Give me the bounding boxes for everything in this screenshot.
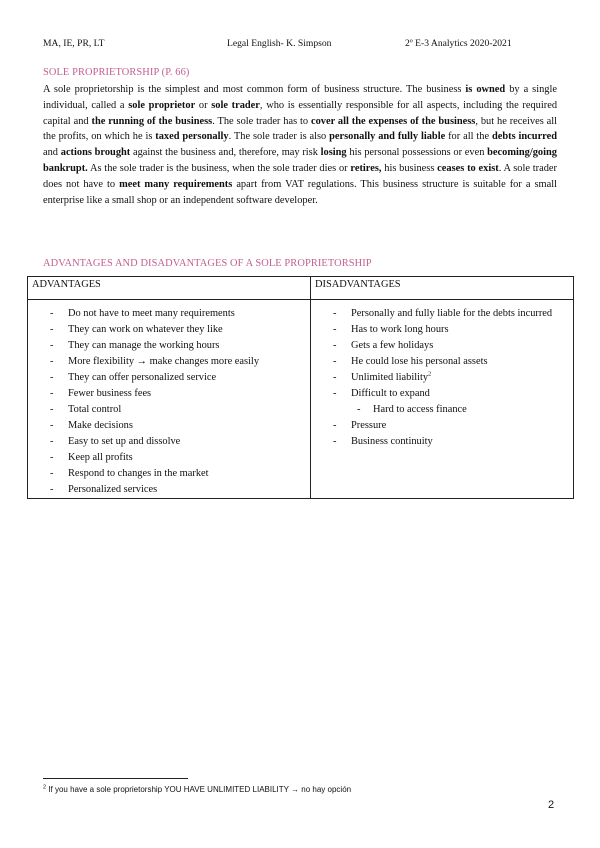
footnote-text: If you have a sole proprietorship YOU HAVE UNLIMITED LIABILITY → no hay opción bbox=[46, 785, 352, 794]
advantage-item: - More flexibility → make changes more easily bbox=[34, 354, 304, 370]
disadvantages-header: DISADVANTAGES bbox=[311, 277, 574, 300]
paragraph-text: his personal possessions or even bbox=[346, 147, 488, 159]
page-header bbox=[43, 38, 557, 52]
disadvantage-subitem bbox=[317, 402, 567, 418]
advantage-item: - Respond to changes in the market bbox=[34, 466, 304, 482]
page-number: 2 bbox=[548, 799, 555, 811]
section-title-advantages-disadvantages: ADVANTAGES AND DISADVANTAGES OF A SOLE PROPRIETORSHIP bbox=[43, 258, 372, 269]
disadvantage-item bbox=[317, 306, 567, 322]
disadvantage-text: He could lose his personal assets bbox=[351, 356, 488, 367]
advantage-item: - They can work on whatever they like bbox=[34, 322, 304, 338]
disadvantage-item bbox=[317, 322, 567, 338]
disadvantage-text: Pressure bbox=[351, 420, 387, 431]
bold-term: cover all the expenses of the business bbox=[311, 115, 476, 127]
disadvantage-text: Hard to access finance bbox=[373, 404, 467, 415]
disadvantage-text: Unlimited liability bbox=[351, 372, 429, 383]
paragraph-text: A sole proprietorship is the simplest and most common form of business structure. The business bbox=[43, 84, 466, 95]
bold-term: ceases to exist bbox=[437, 162, 499, 174]
bold-term: actions brought bbox=[60, 147, 131, 159]
bold-term: taxed personally bbox=[155, 131, 229, 143]
paragraph-text: . A sole trader does not have to bbox=[43, 162, 557, 190]
disadvantage-text: Gets a few holidays bbox=[351, 340, 434, 351]
disadvantage-text: Business continuity bbox=[351, 436, 433, 447]
disadvantage-text: Personally and fully liable for the debts incurred bbox=[351, 308, 553, 319]
disadvantage-item bbox=[317, 370, 567, 386]
advantage-item: - They can manage the working hours bbox=[34, 338, 304, 354]
bold-term: meet many requirements bbox=[119, 178, 233, 190]
footnote-reference[interactable]: 2 bbox=[428, 371, 432, 378]
paragraph-text: for all the bbox=[445, 131, 492, 143]
bold-term: sole proprietor bbox=[128, 99, 196, 111]
footnote bbox=[43, 785, 351, 794]
section-title-sole-proprietorship: SOLE PROPRIETORSHIP (P. 66) bbox=[43, 67, 190, 78]
disadvantage-text: Difficult to expand bbox=[351, 388, 430, 399]
paragraph-text: . The sole trader has to bbox=[212, 115, 311, 127]
bold-term: retires, bbox=[350, 162, 382, 174]
paragraph-text: his business bbox=[381, 162, 438, 174]
advantages-cell bbox=[28, 300, 311, 499]
paragraph-text: , but he receives all the profits, on which he is bbox=[43, 115, 558, 143]
disadvantage-item bbox=[317, 338, 567, 354]
bold-term: debts incurred bbox=[491, 131, 557, 143]
disadvantages-cell bbox=[311, 300, 574, 499]
footnote-separator bbox=[43, 778, 188, 779]
advantage-item: - Fewer business fees bbox=[34, 386, 304, 402]
bold-term: personally and fully liable bbox=[329, 131, 446, 143]
header-class-year: 2º E-3 Analytics 2020-2021 bbox=[405, 38, 512, 49]
header-course: Legal English- K. Simpson bbox=[227, 38, 332, 49]
bold-term: becoming/going bankrupt. bbox=[43, 147, 557, 174]
footnote-marker: 2 bbox=[43, 784, 47, 791]
header-students: MA, IE, PR, LT bbox=[43, 38, 105, 49]
disadvantage-item bbox=[317, 386, 567, 402]
disadvantage-item bbox=[317, 354, 567, 370]
advantage-item: - Make decisions bbox=[34, 418, 304, 434]
bold-term: sole trader bbox=[211, 99, 260, 111]
disadvantage-item bbox=[317, 418, 567, 434]
advantage-item: - Easy to set up and dissolve bbox=[34, 434, 304, 450]
advantage-item: - They can offer personalized service bbox=[34, 370, 304, 386]
advantages-disadvantages-table bbox=[27, 276, 574, 499]
paragraph-text: and bbox=[43, 147, 61, 159]
advantage-item: - Personalized services bbox=[34, 482, 304, 498]
paragraph-text: , who is essentially responsible for all aspects, including the required capital and bbox=[43, 99, 558, 127]
paragraph-text: by a single individual, called a bbox=[43, 84, 557, 111]
advantage-item: - Keep all profits bbox=[34, 450, 304, 466]
advantages-list bbox=[34, 306, 304, 498]
paragraph-text: apart from VAT regulations. This business structure is suitable for a small enterprise like a small shop or an independent software developer. bbox=[43, 178, 557, 206]
bold-term: losing bbox=[320, 147, 347, 159]
advantage-item: - Do not have to meet many requirements bbox=[34, 306, 304, 322]
sole-proprietorship-paragraph bbox=[43, 82, 557, 208]
disadvantages-list bbox=[317, 306, 567, 450]
disadvantage-text: Has to work long hours bbox=[351, 324, 449, 335]
bold-term: is owned bbox=[465, 84, 506, 95]
paragraph-text: against the business and, therefore, may risk bbox=[130, 147, 321, 159]
disadvantage-item bbox=[317, 434, 567, 450]
paragraph-text: or bbox=[195, 99, 212, 111]
bold-term: the running of the business bbox=[91, 115, 213, 127]
advantage-item: - Total control bbox=[34, 402, 304, 418]
paragraph-text: As the sole trader is the business, when the sole trader dies or bbox=[87, 162, 351, 174]
paragraph-text: . The sole trader is also bbox=[228, 131, 330, 143]
advantages-header: ADVANTAGES bbox=[28, 277, 311, 300]
